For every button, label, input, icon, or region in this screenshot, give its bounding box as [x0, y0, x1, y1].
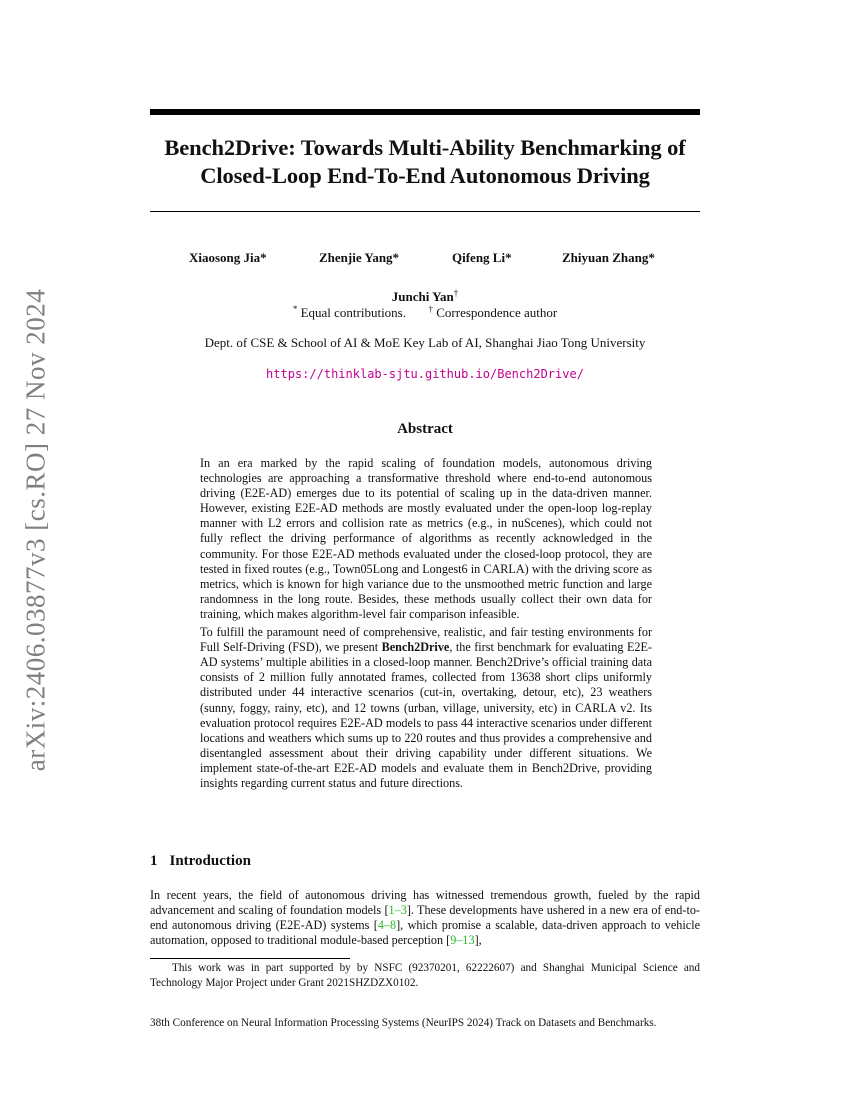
abstract-paragraph-2: [200, 625, 652, 791]
footnote: This work was in part supported by by NSFC (92370201, 62222607) and Shanghai Municipal Science and Technology Major Project under Grant 2021SHZDZX0102.: [150, 962, 700, 989]
corr-mark: †: [428, 304, 433, 314]
abstract-p2-bold: Bench2Drive: [381, 640, 450, 655]
author-1: Xiaosong Jia*: [189, 250, 267, 265]
citation-link[interactable]: 9–13: [450, 933, 475, 948]
intro-text: [150, 888, 700, 948]
title-bottom-rule: [150, 211, 700, 212]
last-author: Junchi Yan: [391, 289, 454, 304]
author-notes: [150, 304, 700, 321]
author-3: Qifeng Li*: [452, 250, 512, 265]
equal-mark: *: [292, 304, 298, 314]
intro-paragraph: [150, 888, 700, 948]
paper-title: [140, 134, 710, 190]
title-line-2: Closed-Loop End-To-End Autonomous Driving: [200, 163, 650, 188]
intro-text-2: ]. These developments have ushered in a new era of end-to-end autonomous driving (E2E-AD) systems [: [150, 903, 700, 933]
intro-text-3: ], which promise a scalable, data-driven approach to vehicle automation, opposed to traditional module-based perception [: [150, 918, 700, 948]
author-2: Zhenjie Yang*: [319, 250, 400, 265]
correspondence-mark: †: [453, 288, 459, 298]
author-4: Zhiyuan Zhang*: [562, 250, 655, 265]
abstract-p2-after: , the first benchmark for evaluating E2E-AD systems’ multiple abilities in a closed-loop manner. Bench2Drive’s official training data consists of 2 million fully annotated frames, collected from 13638 short clips uniformly distributed under 44 interactive scenarios (cut-in, overtaking, detour, etc), 23 weathers (sunny, foggy, rainy, etc), and 12 towns (urban, village, university, etc) in CARLA v2. Its evaluation protocol requires E2E-AD models to pass 44 interactive scenarios under different locations and weathers which sums up to 220 routes and thus provides a comprehensive and disentangled assessment about their driving capability under different situations. We implement state-of-the-art E2E-AD models and evaluate them in Bench2Drive, providing insights regarding current status and future directions.: [200, 640, 652, 790]
corr-note: Correspondence author: [436, 305, 558, 320]
footnote-rule: [150, 958, 350, 959]
arxiv-id: arXiv:2406.03877v3 [cs.RO] 27 Nov 2024: [20, 288, 51, 772]
intro-text-1: In recent years, the field of autonomous driving has witnessed tremendous growth, fueled by the rapid advancement and scaling of foundation models [: [150, 888, 700, 918]
project-url-link[interactable]: https://thinklab-sjtu.github.io/Bench2Drive/: [266, 367, 584, 381]
abstract-body: [200, 456, 652, 794]
conference-line: 38th Conference on Neural Information Processing Systems (NeurIPS 2024) Track on Datasets and Benchmarks.: [150, 1017, 657, 1029]
title-top-rule: [150, 109, 700, 115]
citation-link[interactable]: 1–3: [388, 903, 407, 918]
equal-note: Equal contributions.: [300, 305, 406, 320]
last-author-line: [150, 288, 700, 305]
affiliation: Dept. of CSE & School of AI & MoE Key Lab of AI, Shanghai Jiao Tong University: [204, 335, 646, 350]
abstract-paragraph-1: In an era marked by the rapid scaling of foundation models, autonomous driving technologies are approaching a transformative threshold where end-to-end autonomous driving (E2E-AD) emerges due to its potential of scaling up in the data-driven manner. However, existing E2E-AD methods are mostly evaluated under the open-loop log-replay manner with L2 errors and collision rate as metrics (e.g., in nuScenes), which could not fully reflect the driving performance of algorithms as recently acknowledged in the community. For those E2E-AD methods evaluated under the closed-loop protocol, they are tested in fixed routes (e.g., Town05Long and Longest6 in CARLA) with the driving score as metrics, which is known for high variance due to the unsmoothed metric function and large randomness in the long route. Besides, these methods usually collect their own data for training, which makes algorithm-level fair comparison infeasible.: [200, 456, 652, 621]
intro-text-4: ],: [474, 933, 482, 948]
title-line-1: Bench2Drive: Towards Multi-Ability Benchmarking of: [164, 135, 686, 160]
section-title: Introduction: [169, 853, 251, 869]
abstract-p2-before: To fulfill the paramount need of comprehensive, realistic, and fair testing environments for Full Self-Driving (FSD), we present: [200, 625, 652, 655]
citation-link[interactable]: 4–8: [377, 918, 397, 933]
abstract-heading: Abstract: [397, 421, 453, 437]
section-heading: [150, 853, 251, 870]
url-line: [150, 366, 700, 382]
section-number: 1: [150, 853, 158, 869]
